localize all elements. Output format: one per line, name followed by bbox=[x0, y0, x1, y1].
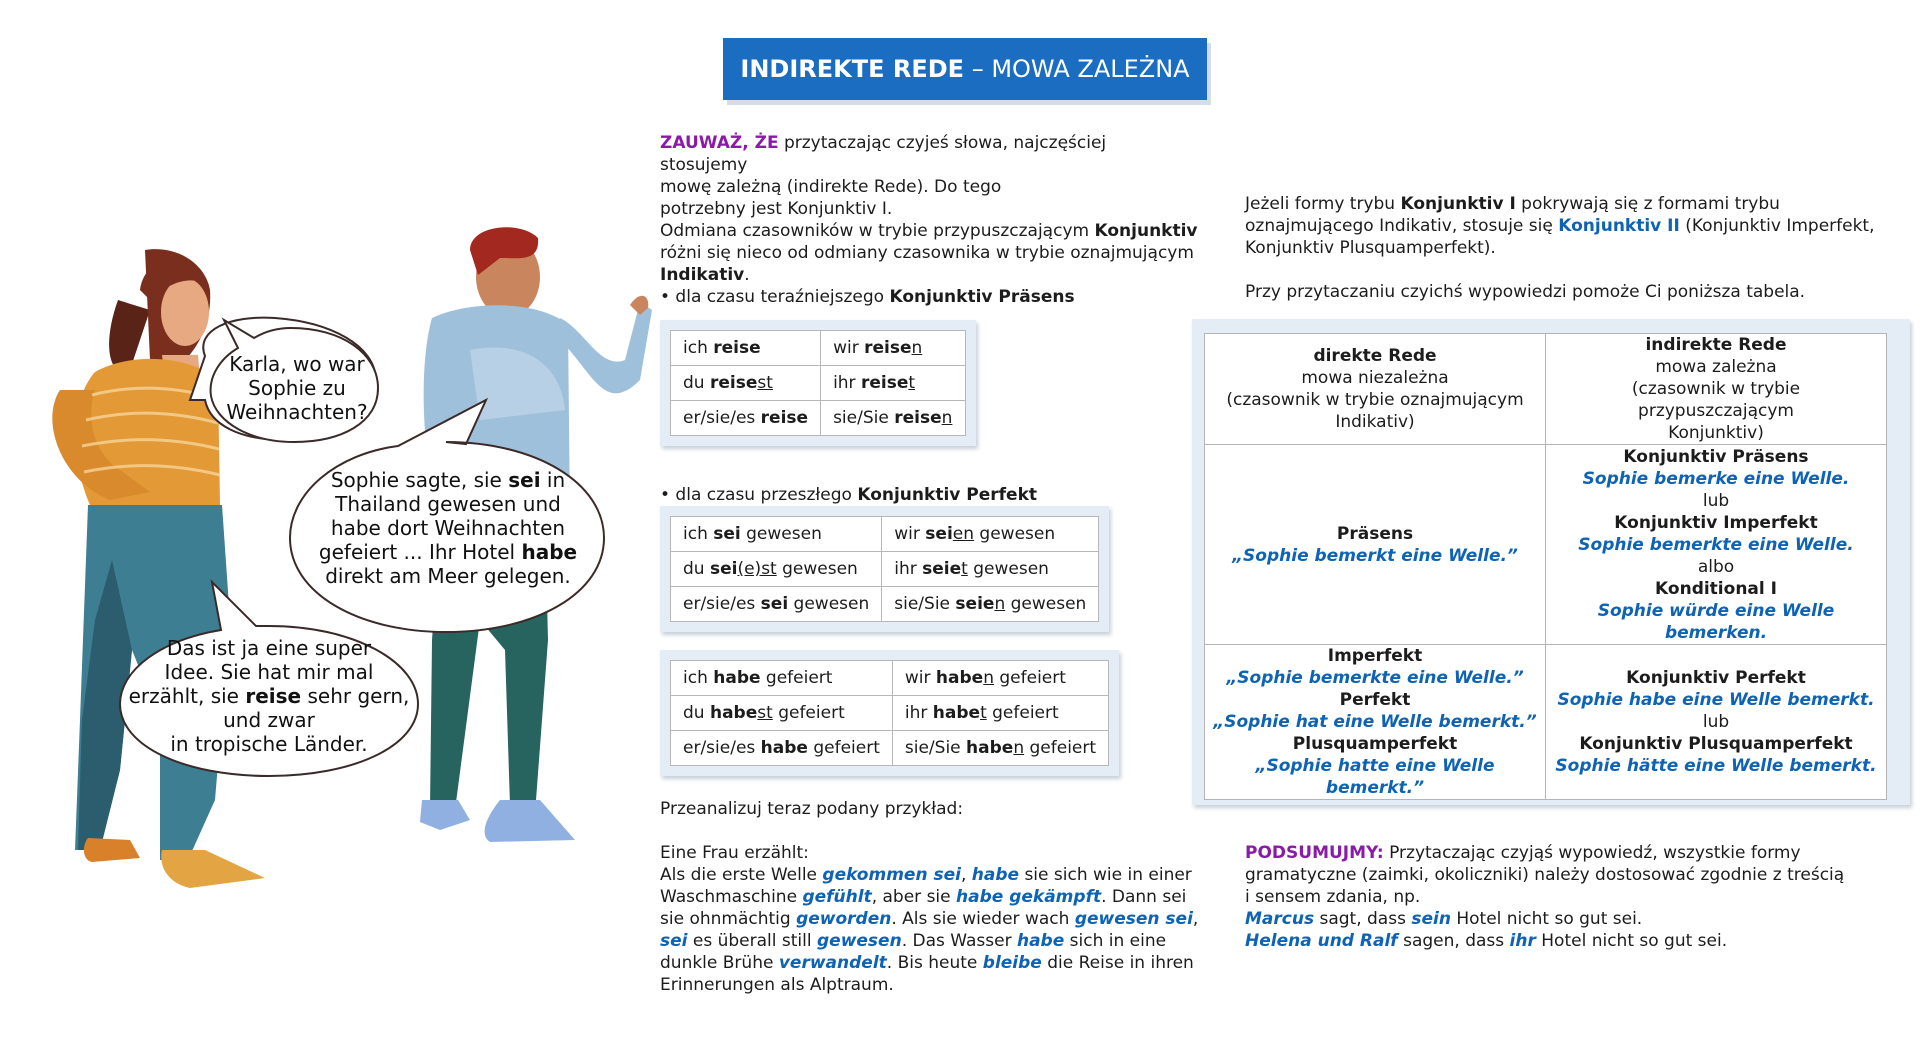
example-section bbox=[660, 798, 1200, 996]
example-line: sei es überall still gewesen. Das Wasser habe sich in eine bbox=[660, 931, 1167, 951]
odmiana-text: Odmiana czasowników w trybie przypuszczającym bbox=[660, 221, 1095, 241]
example-prompt: Przeanalizuj teraz podany przykład: bbox=[660, 799, 964, 819]
example-line: Erinnerungen als Alptraum. bbox=[660, 975, 894, 995]
bubble-3-line: Idee. Sie hat mir mal bbox=[164, 660, 374, 684]
header-indirekte-rede: indirekte Rede mowa zależna (czasownik w trybie przypuszczającym Konjunktiv) bbox=[1546, 334, 1887, 445]
perfekt-heading: • dla czasu przeszłego Konjunktiv Perfekt bbox=[660, 485, 1038, 505]
comparison-table-frame bbox=[1192, 319, 1910, 805]
table-row: du habest gefeiert ihr habet gefeiert bbox=[671, 696, 1109, 731]
summary-lead: PODSUMUJMY: bbox=[1245, 843, 1384, 863]
bubble-2-line: Thailand gewesen und bbox=[335, 492, 561, 516]
bubble-3-line: Das ist ja eine super bbox=[166, 636, 372, 660]
bubble-2-line: gefeiert ... Ihr Hotel habe bbox=[318, 540, 578, 564]
table-row: ich sei gewesen wir seien gewesen bbox=[671, 517, 1099, 552]
table-row bbox=[1205, 334, 1887, 445]
table-konjunktiv-perfekt-sein bbox=[660, 506, 1109, 632]
odmiana-text: różni się nieco od odmiany czasownika w trybie oznajmującym bbox=[660, 243, 1194, 263]
praesens-heading: • dla czasu teraźniejszego bbox=[660, 287, 890, 307]
table-row: er/sie/es habe gefeiert sie/Sie haben gefeiert bbox=[671, 731, 1109, 766]
summary-example: Marcus sagt, dass sein Hotel nicht so gut sei. bbox=[1245, 909, 1643, 929]
speech-bubble-3-text bbox=[126, 636, 412, 756]
intro-line: mowę zależną (indirekte Rede). Do tego bbox=[660, 177, 1002, 197]
bubble-1-line: Sophie zu bbox=[248, 376, 346, 400]
cell-konjunktiv-praesens: Konjunktiv Präsens Sophie bemerke eine Welle. lub Konjunktiv Imperfekt Sophie bemerkte eine Welle. albo Konditional I Sophie würde eine Welle bemerken. bbox=[1546, 445, 1887, 645]
example-line: dunkle Brühe verwandelt. Bis heute bleibe die Reise in ihren bbox=[660, 953, 1194, 973]
summary-section: PODSUMUJMY: Przytaczając czyjąś wypowiedź, wszystkie formy gramatyczne (zaimki, okoliczniki) należy dostosować zgodnie z treścią i sensem zdania, np. Marcus sagt, dass sein Hotel nicht so gut sei. Helena und Ralf sagen, dass ihr Hotel nicht so gut sei. bbox=[1245, 842, 1915, 952]
table-konjunktiv-praesens bbox=[660, 320, 976, 446]
table-row: er/sie/es reise sie/Sie reisen bbox=[671, 401, 966, 436]
intro-lead: ZAUWAŻ, ŻE bbox=[660, 133, 779, 153]
bubble-2-line: direkt am Meer gelegen. bbox=[325, 564, 571, 588]
cell-konjunktiv-perfekt: Konjunktiv Perfekt Sophie habe eine Welle bemerkt. lub Konjunktiv Plusquamperfekt Sophie hätte eine Welle bemerkt. bbox=[1546, 645, 1887, 800]
speech-bubble-2-text bbox=[300, 468, 596, 588]
table-row: ich habe gefeiert wir haben gefeiert bbox=[671, 661, 1109, 696]
header-direkte-rede: direkte Rede mowa niezależna (czasownik w trybie oznajmującym Indikativ) bbox=[1205, 334, 1546, 445]
bubble-3-line: und zwar bbox=[223, 708, 315, 732]
summary-example: Helena und Ralf sagen, dass ihr Hotel nicht so gut sei. bbox=[1245, 931, 1728, 951]
intro-line: potrzebny jest Konjunktiv I. bbox=[660, 199, 893, 219]
table-row bbox=[1205, 445, 1887, 645]
bubble-3-line: in tropische Länder. bbox=[170, 732, 368, 756]
praesens-heading-bold: Konjunktiv Präsens bbox=[889, 287, 1075, 307]
odmiana-paragraph bbox=[660, 220, 1200, 308]
page-title bbox=[723, 38, 1207, 100]
table-row: ich reise wir reisen bbox=[671, 331, 966, 366]
bubble-3-line: erzählt, sie reise sehr gern, bbox=[128, 684, 410, 708]
intro-line: przytaczając czyjeś słowa, najczęściej stosujemy bbox=[660, 133, 1107, 175]
title-bold: INDIREKTE REDE bbox=[740, 55, 965, 83]
comparison-table bbox=[1204, 333, 1887, 800]
odmiana-bold: Konjunktiv bbox=[1094, 221, 1198, 241]
example-line: Eine Frau erzählt: bbox=[660, 843, 809, 863]
cell-past-tenses: Imperfekt „Sophie bemerkte eine Welle.” Perfekt „Sophie hat eine Welle bemerkt.” Plusquamperfekt „Sophie hatte eine Welle bemerkt.” bbox=[1205, 645, 1546, 800]
bubble-2-line: habe dort Weihnachten bbox=[330, 516, 566, 540]
cell-praesens: Präsens „Sophie bemerkt eine Welle.” bbox=[1205, 445, 1546, 645]
bubble-1-line: Karla, wo war bbox=[229, 352, 365, 376]
title-rest: – MOWA ZALEŻNA bbox=[964, 55, 1190, 83]
right-intro: Jeżeli formy trybu Konjunktiv I pokrywają się z formami trybu oznajmującego Indikativ, stosuje się Konjunktiv II (Konjunktiv Imperfekt, Konjunktiv Plusquamperfekt). Przy przytaczaniu czyichś wypowiedzi pomoże Ci poniższa tabela. bbox=[1245, 194, 1875, 302]
example-line: sie ohnmächtig geworden. Als sie wieder wach gewesen sei, bbox=[660, 909, 1199, 929]
example-line: Waschmaschine gefühlt, aber sie habe gekämpft. Dann sei bbox=[660, 887, 1187, 907]
table-row bbox=[1205, 645, 1887, 800]
intro-paragraph bbox=[660, 132, 1190, 220]
table-row: er/sie/es sei gewesen sie/Sie seien gewesen bbox=[671, 587, 1099, 622]
table-konjunktiv-perfekt-haben bbox=[660, 650, 1119, 776]
table-row: du reisest ihr reiset bbox=[671, 366, 966, 401]
example-line: Als die erste Welle gekommen sei, habe sie sich wie in einer bbox=[660, 865, 1192, 885]
odmiana-bold: Indikativ bbox=[660, 265, 745, 285]
table-row: du sei(e)st gewesen ihr seiet gewesen bbox=[671, 552, 1099, 587]
odmiana-text: . bbox=[744, 265, 750, 285]
bubble-1-line: Weihnachten? bbox=[226, 400, 368, 424]
bubble-2-line: Sophie sagte, sie sei in bbox=[330, 468, 566, 492]
